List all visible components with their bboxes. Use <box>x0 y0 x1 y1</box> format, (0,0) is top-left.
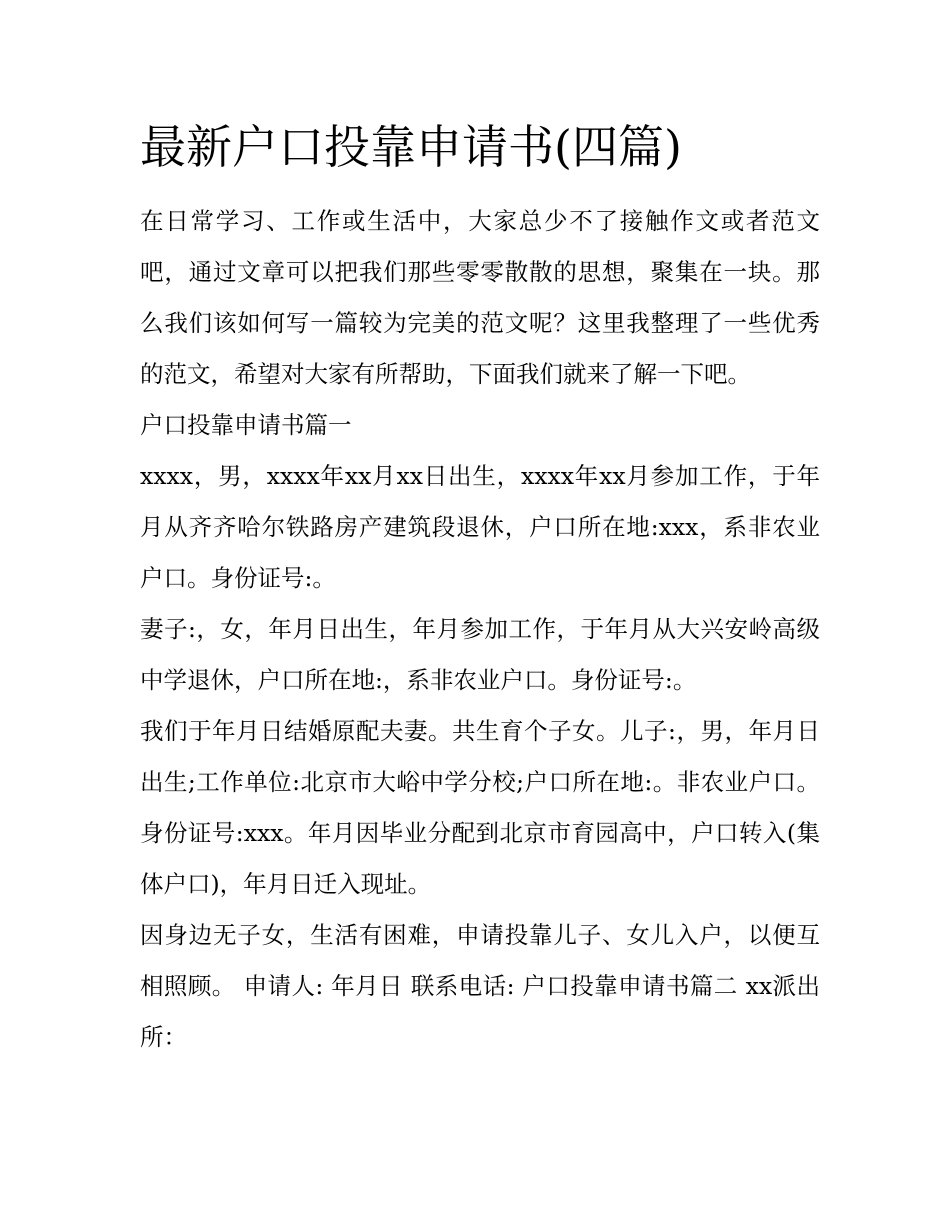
intro-paragraph: 在日常学习、工作或生活中，大家总少不了接触作文或者范文吧，通过文章可以把我们那些零零散散的思想，聚集在一块。那么我们该如何写一篇较为完美的范文呢？这里我整理了一些优秀的范文，希望对大家有所帮助，下面我们就来了解一下吧。 <box>140 207 820 388</box>
document-title: 最新户口投靠申请书(四篇) <box>140 120 682 174</box>
spouse-paragraph: 妻子:，女，年月日出生，年月参加工作，于年月从大兴安岭高级中学退休，户口所在地:，系非农业户口。身份证号:。 <box>140 615 820 694</box>
children-paragraph: 我们于年月日结婚原配夫妻。共生育个子女。儿子:，男，年月日出生;工作单位:北京市大峪中学分校;户口所在地:。非农业户口。身份证号:xxx。年月因毕业分配到北京市育园高中，户口转入(集体户口)，年月日迁入现址。 <box>140 717 820 898</box>
applicant-paragraph: xxxx，男，xxxx年xx月xx日出生，xxxx年xx月参加工作，于年月从齐齐哈尔铁路房产建筑段退休，户口所在地:xxx，系非农业户口。身份证号:。 <box>140 462 820 592</box>
document-body <box>140 196 820 1063</box>
request-paragraph: 因身边无子女，生活有困难，申请投靠儿子、女儿入户，以便互相照顾。 申请人: 年月日 联系电话: 户口投靠申请书篇二 xx派出所： <box>140 921 820 1051</box>
section-heading: 户口投靠申请书篇一 <box>140 411 352 439</box>
